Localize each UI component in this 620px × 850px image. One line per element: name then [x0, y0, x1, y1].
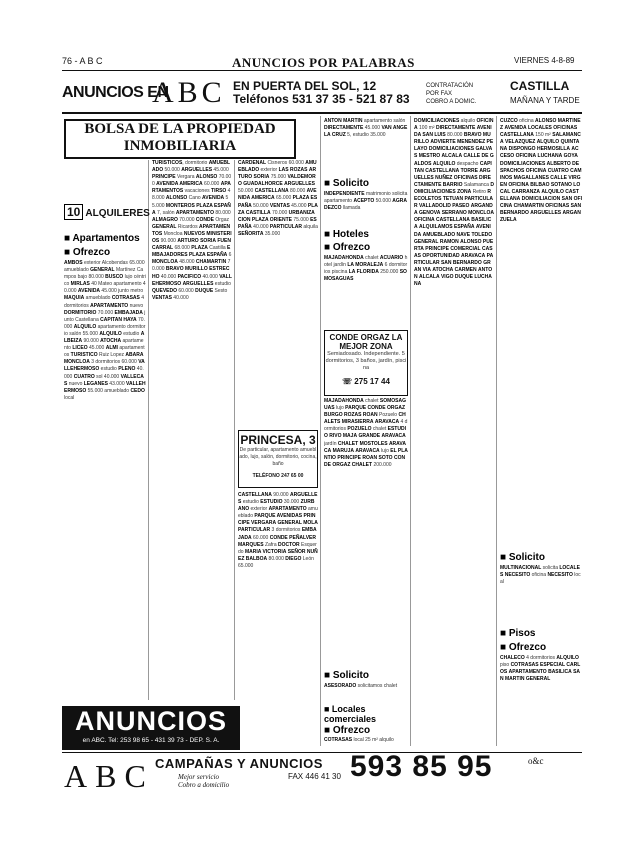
abc-logo: ABC [152, 76, 226, 109]
alquileres-heading [64, 204, 150, 220]
hoteles-heading: ■ Hoteles [324, 229, 369, 240]
ofrezco-heading: ■ Ofrezco [324, 725, 371, 736]
column-divider [148, 160, 149, 700]
footer-sub-2: Cobro a domicilio [178, 781, 230, 789]
ad-text-column: MAJADAHONDA chalet ACUARIO hotel jardín LA MORALEJA 6 dormitorios piscina LA FLORIDA 250.000 SOMOSAGUAS [324, 255, 408, 283]
ad-text-column: DOMICILIACIONES alquilo OFICINA 100 m² DIRECTAMENTE AVENIDA SAN LUIS 80.000 BRAVO MURILLO ADVIERTE MENENDEZ PELAYO DOMICILIACIONES GALVAS MESTRO ALCALA CALLE DE GALDOS ALQUILO despacho CAPITAN CASTELLANA TORRE ARGUELLES NUÑEZ OFICINAS DIRECTAMENTE BARRIO Salamanca DOMICILIACIONES ZONA Retiro RECOLETOS TETUAN PARTICULAR VALLADOLID PASEO ARGANDA GENOVA SERRANO MONCLOA OFICINA CASTELLANA BASILICA ALQUILAMOS ESPAÑA AVENIDA AMUEBLADO NAVE TOLEDO GENERAL RAMON ALONSO PUERTA PRINCIPE COMERCIAL CASAS OPORTUNIDAD ARAVACA PARTICULAR SAN BERNARDO GRAN VIA ATOCHA CARMEN ANTON ALCALA VIGO DUQUE LUCHANA [414, 118, 494, 288]
note-2: POR FAX [426, 91, 453, 97]
band-small-notes [426, 82, 476, 106]
princesa-title: PRINCESA, 3 [240, 433, 316, 447]
footer-abc-logo: ABC [64, 758, 154, 794]
bolsa-title-box [64, 119, 296, 159]
header-rule [62, 70, 582, 71]
castilla-sub: MAÑANA Y TARDE [510, 96, 580, 105]
ad-text-column: ANTON MARTIN apartamento salón DIRECTAMENTE 45.000 VAN ANGELA CRUZ 5, estudio 35.000 [324, 118, 408, 139]
bolsa-line-1: BOLSA DE LA PROPIEDAD [84, 121, 276, 137]
conde-title: CONDE ORGAZ LA MEJOR ZONA [329, 333, 403, 351]
princesa-ad: PRINCESA, 3 De particular, apartamento amueblado, lujo, salón, dormitorio, cocina, baño TELÉFONO 247 65 00 [238, 430, 318, 488]
note-1: CONTRATACIÓN [426, 83, 474, 89]
ad-text-column: CHALECO 4 dormitorios ALQUILO piso COTRASAS ESPECIAL CARLOS APARTAMENTO BASILICA SAN MARTIN GENERAL [500, 655, 581, 683]
pisos-heading: ■ Pisos [500, 628, 536, 639]
ad-text-column: ASESORADO solicitamos chalet [324, 683, 398, 689]
footer-fax: FAX 446 41 30 [288, 772, 341, 781]
ad-text-column: CARDENAL Cisneros 60.000 AMUEBLADO exterior LAS ROZAS ARTURO SORIA 75.000 VALDEMORO GUADALHORCE ARGUELLES 50.000 CASTELLANA 80.000 AVENIDA AMERICA 65.000 PLAZA ESPAÑA 50.000 VENTAS 45.000 PLAZA CASTILLA 70.000 URBANIZACION PLAZA ORIENTE 75.000 ESPAÑA 40.000 PARTICULAR alquila SEÑORITA 35.000 [238, 160, 318, 237]
ad-text-column: MAJADAHONDA chalet SOMOSAGUAS lujo PARQUE CONDE ORGAZ BURGO ROZAS ROAN Pozuelo CHALETS MIRASIERRA ARAVACA 4 dormitorios POZUELO chalet ESTUDIO RIVO MAJA GRANDE ARAVACA jardín CHALET MOSTOLES ARAVACA MARUJA ARAVACA lujo EL PLANTIO PRINCIPE ROAN SOTO CONDE ORGAZ CHALET 200.000 [324, 398, 408, 468]
banner-title: ANUNCIOS [74, 706, 227, 736]
oc-logo: o&c [528, 756, 544, 766]
solicito-heading: ■ Solicito [500, 552, 545, 563]
band-address [233, 80, 410, 106]
ad-text-column: CUZCO oficina ALONSO MARTINEZ AVENIDA LOCALES OFICINAS CASTELLANA 150 m² SALAMANCA VELAZQUEZ ALQUILO QUINTANA DISPONGO HERMOSILLA ACCESO OFICINA LUCHANA GOYA DOMICILIACIONES ALBERTO DESPACHOS OFICINA CUATRO CAMINOS MAGALLANES CALLE VIRGEN OFICINA BILBAO SOTANO LOCAL CARRANZA ALQUILO CASTELLANA DOMICILIACION SAN OFICINA CHAMARTIN OFICINAS SAN BERNARDO ARGUELLES ARGANZUELA [500, 118, 582, 224]
castilla-title: CASTILLA [510, 79, 570, 93]
apartamentos-heading: ■ Apartamentos [64, 233, 140, 244]
princesa-phone: TELÉFONO 247 65 00 [252, 473, 304, 479]
ad-text-column: AMBOS exterior Alcobendas 65.000 amueblado GENERAL Martínez Campos bajo 80.000 BUSCO lujo céntrico MIRLAS 40 Mateo apartamento 40.000 AVENIDA 45.000 junto metro MAQUIA amueblado COTRASAS 4 dormitorios APARTAMENTO nuevo DORMITORIO 70.000 EMBAJADA junto Castellana CAPITAN HAYA 70.000 ALQUILO apartamento dormitorio salón 55.000 ALQUILO estudio ALBEIZA 90.000 ATOCHA apartamento LICEO 45.000 ALMI apartamentos TURISTICO Ruiz Lopez ABARA MONCLOA 3 dormitorios 60.000 VALLEHERMOSO estudio PLENO 40.000 CUATRO sol 40.000 VALLECAS nuevo LEGANES 43.000 VALLEHERMOSO 55.000 amueblado CEDO local [64, 260, 146, 401]
anuncios-en-label: ANUNCIOS EN [62, 84, 169, 101]
column-divider [496, 116, 497, 746]
column-divider [410, 116, 411, 746]
ad-text-column: COTRASAS local 25 m² alquilo [324, 737, 394, 743]
issue-date: VIERNES 4-8-89 [514, 56, 575, 65]
castilla-block [510, 80, 580, 107]
address-line: EN PUERTA DEL SOL, 12 [233, 79, 377, 93]
locales-heading: ■ Locales comerciales [324, 704, 377, 724]
anuncios-banner [62, 706, 240, 750]
column-divider [234, 160, 235, 700]
section-title: ANUNCIOS POR PALABRAS [232, 55, 415, 70]
banner-sub: en ABC. Tel: 253 98 65 - 431 39 73 - DEP. S. A. [82, 737, 220, 744]
page-number: 76 - A B C [62, 56, 103, 66]
conde-phone: ☏ 275 17 44 [342, 377, 390, 386]
ad-text-column: MULTINACIONAL solicita LOCALES NECESITO oficina NECESITO local [500, 565, 581, 586]
conde-orgaz-ad: CONDE ORGAZ LA MEJOR ZONA Semiadosado. Independiente. 5 dormitorios, 3 baños, jardín, piscina ☏ 275 17 44 [324, 330, 408, 396]
band-rule [62, 112, 582, 114]
phones-line: Teléfonos 531 37 35 - 521 87 83 [233, 92, 410, 106]
ofrezco-heading: ■ Ofrezco [500, 642, 547, 653]
footer-rule [62, 752, 582, 753]
column-divider [320, 116, 321, 746]
ad-text-column: INDEPENDIENTE matrimonio solicita apartamento ACEPTO 50.000 AGRADEZCO llamada [324, 191, 408, 212]
footer-phone: 593 85 95 [350, 750, 493, 783]
solicito-heading: ■ Solicito [324, 178, 369, 189]
solicito-heading: ■ Solicito [324, 670, 369, 681]
footer-campanas: CAMPAÑAS Y ANUNCIOS [155, 756, 323, 771]
bolsa-line-2: INMOBILIARIA [123, 138, 237, 154]
section-number: 10 [64, 204, 83, 220]
footer-sub [178, 773, 229, 789]
ofrezco-heading: ■ Ofrezco [324, 242, 371, 253]
section-label: ALQUILERES [85, 208, 150, 219]
note-3: COBRO A DOMIC. [426, 99, 477, 105]
footer-sub-1: Mejor servicio [178, 773, 220, 781]
ofrezco-heading: ■ Ofrezco [64, 247, 111, 258]
ad-text-column: TURISTICOS, dormitorio AMUEBLADO 50.000 ARGUELLES 45.000 PRINCIPE Vergara ALONSO 70.000 AVENIDA AMERICA 60.000 APARTAMENTOS vacaciones TIRSO 48.000 ALONSO Cano AVENIDA 55.000 MONTEROS PLAZA ESPAÑA 7, salón APARTAMENTO 80.000 ALMAGRO 70.000 CONDE Orgaz GENERAL Ricardos APARTAMENTOS Moncloa NUEVOS MINISTERIOS 90.000 ARTURO SORIA FUENCARRAL 68.000 PLAZA Castilla EMBAJADORES PLAZA ESPAÑA 6 MONCLOA 48.000 CHAMARTIN 70.000 BRAVO MURILLO ESTRECHO 40.000 PACIFICO 40.000 VALLEHERMOSO ARGUELLES estudio QUEVEDO 60.000 DUQUE Sesto VENTAS 40.000 [152, 160, 232, 301]
ad-text-column: CASTELLANA 90.000 ARGUELLES estudio ESTUDIO 30.000 ZURBANO exterior APARTAMENTO amueblado PARQUE AVENIDAS PRINCIPE VERGARA GENERAL MOLA PARTICULAR 3 dormitorios EMBAJADA 60.000 CONDE PEÑALVER MARQUES Zafra DOCTOR Esquerdo MARIA VICTORIA SEÑOR NUÑEZ BALBOA 80.000 DIEGO León 65.000 [238, 492, 318, 569]
